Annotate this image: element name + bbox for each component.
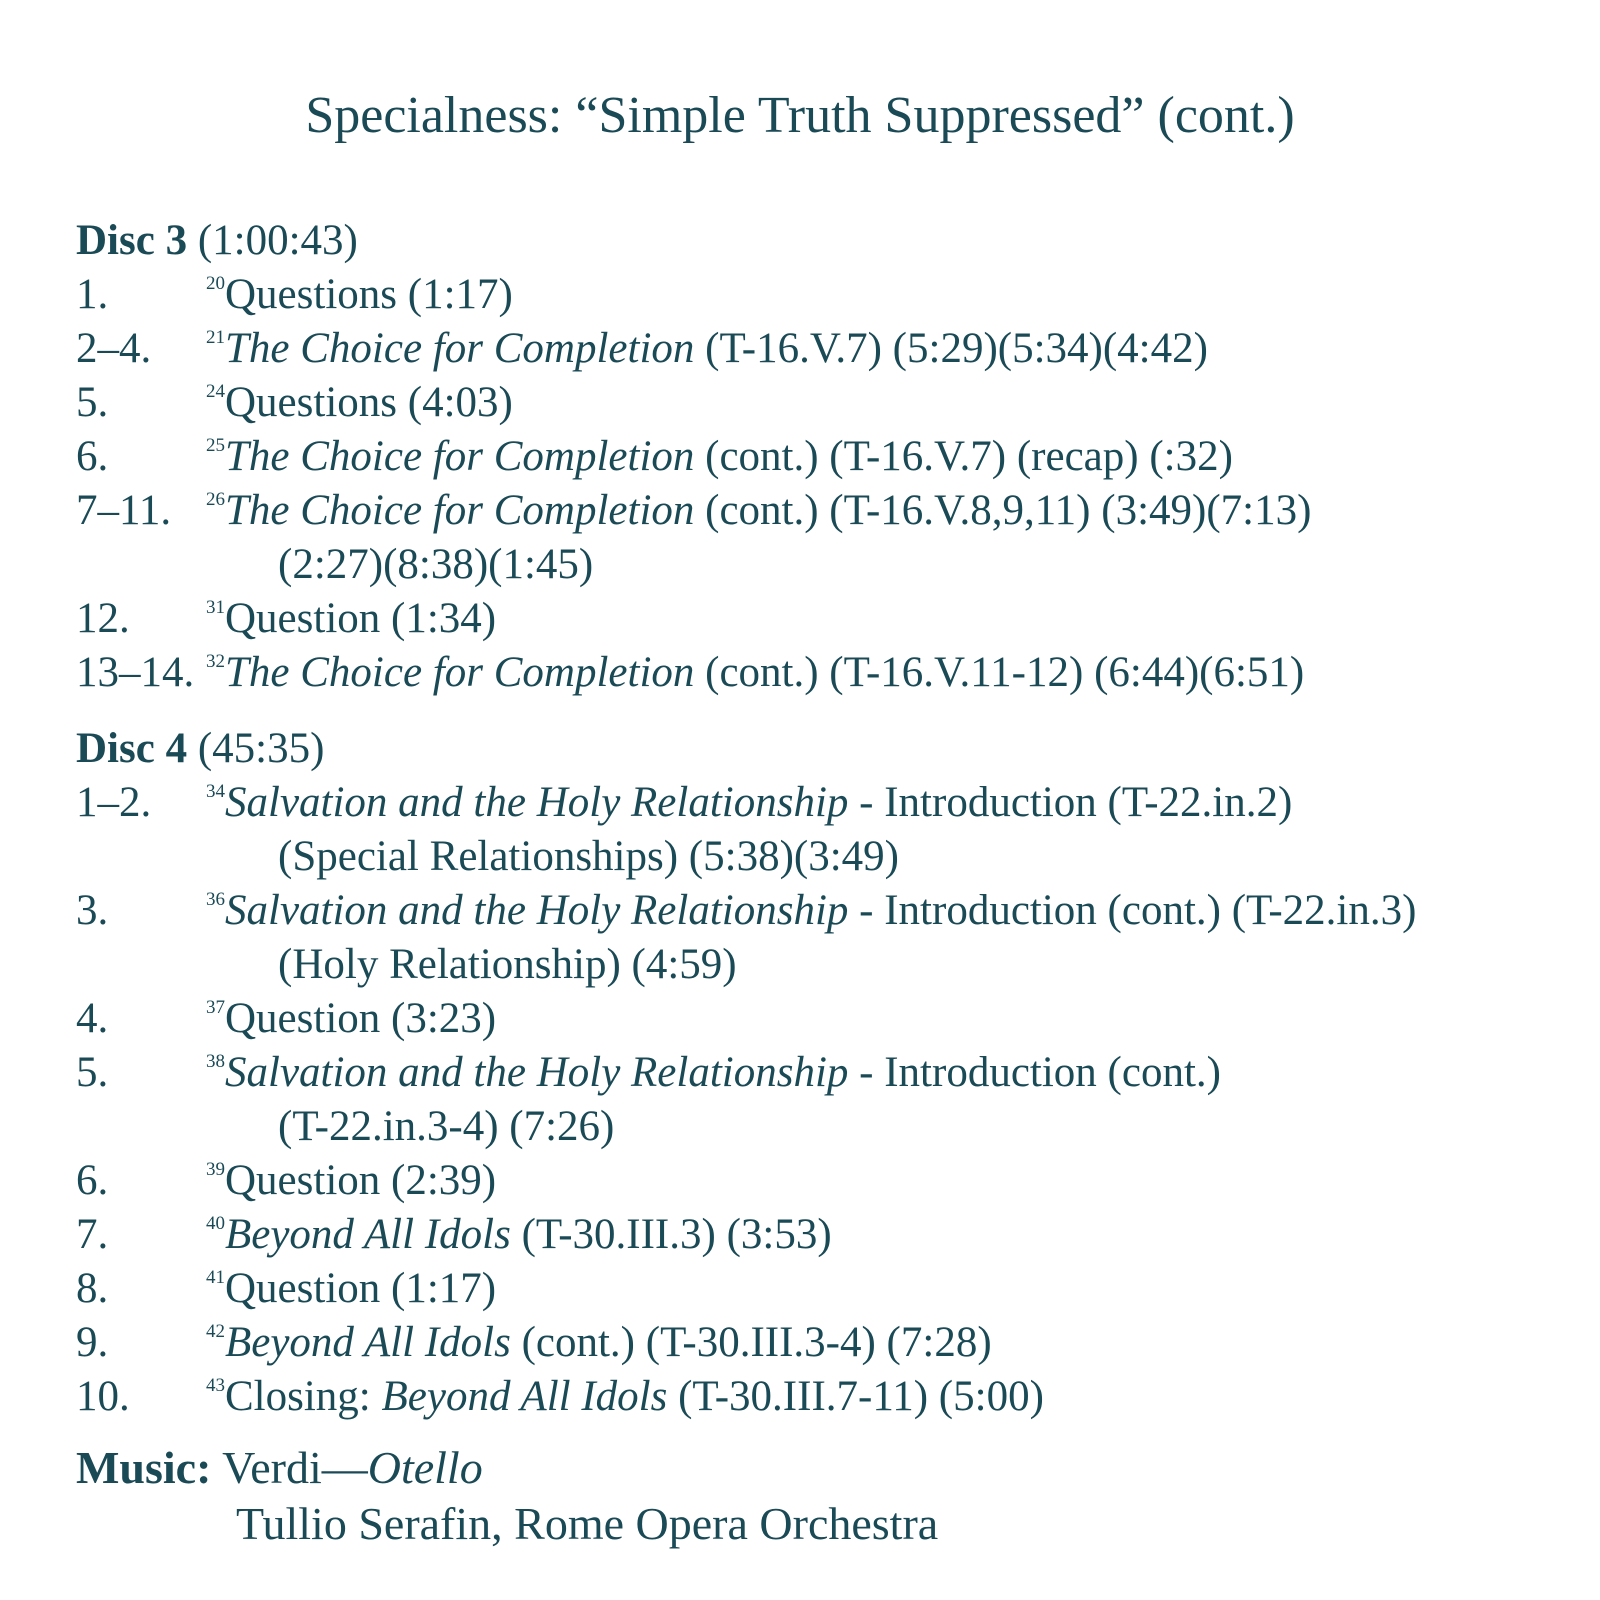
footnote-marker: 34 [206, 781, 225, 802]
track-row [76, 268, 513, 322]
track-title [206, 776, 1292, 830]
disc-4-duration: (45:35) [197, 725, 325, 772]
footnote-marker: 37 [206, 997, 225, 1018]
disc-3-track-list [76, 268, 1312, 700]
track-details: Question (2:39) [225, 1157, 497, 1204]
track-continuation: (2:27)(8:38)(1:45) [278, 541, 594, 588]
track-row [76, 1316, 992, 1370]
music-label: Music: [76, 1442, 212, 1493]
music-work: Otello [367, 1442, 483, 1493]
track-row [76, 1208, 832, 1262]
track-row [76, 592, 497, 646]
disc-4-label: Disc 4 [76, 725, 188, 772]
track-details: Question (1:17) [225, 1265, 497, 1312]
track-work-title: The Choice for Completion [225, 433, 695, 480]
track-work-title: Salvation and the Holy Relationship [225, 1049, 849, 1096]
track-number: 5. [76, 1049, 109, 1096]
track-title [206, 992, 496, 1046]
track-work-title: Salvation and the Holy Relationship [225, 779, 849, 826]
footnote-marker: 25 [206, 435, 225, 456]
footnote-marker: 43 [206, 1375, 225, 1396]
track-title [206, 430, 1233, 484]
track-work-title: Beyond All Idols [381, 1373, 668, 1420]
disc-4-heading [76, 722, 324, 776]
track-row [76, 322, 1208, 376]
track-row [76, 1370, 1044, 1424]
track-work-title: The Choice for Completion [225, 325, 695, 372]
footnote-marker: 21 [206, 327, 225, 348]
disc-3-duration: (1:00:43) [197, 217, 358, 264]
track-number: 8. [76, 1265, 109, 1312]
track-number: 7. [76, 1211, 109, 1258]
track-number: 2–4. [76, 325, 152, 372]
track-details: - Introduction (T-22.in.2) [848, 779, 1293, 826]
track-title [206, 1208, 832, 1262]
track-title [206, 322, 1208, 376]
track-details: Question (3:23) [225, 995, 497, 1042]
track-number: 4. [76, 995, 109, 1042]
track-work-title: The Choice for Completion [225, 487, 695, 534]
footnote-marker: 36 [206, 889, 225, 910]
track-details: (T-30.III.3) (3:53) [510, 1211, 832, 1258]
track-continuation: (T-22.in.3-4) (7:26) [278, 1103, 615, 1150]
track-work-title: Salvation and the Holy Relationship [225, 887, 849, 934]
track-number: 5. [76, 379, 109, 426]
track-row [76, 884, 1417, 992]
track-title [206, 376, 513, 430]
track-details: - Introduction (cont.) (T-22.in.3) [848, 887, 1417, 934]
track-row [76, 776, 1293, 884]
track-details: (T-16.V.7) (5:29)(5:34)(4:42) [694, 325, 1208, 372]
music-performers: Tullio Serafin, Rome Opera Orchestra [236, 1498, 939, 1549]
track-number: 3. [76, 887, 109, 934]
track-details: Question (1:34) [225, 595, 497, 642]
track-title [206, 592, 496, 646]
disc-3-section [76, 214, 1312, 700]
track-details: (cont.) (T-16.V.8,9,11) (3:49)(7:13) [694, 487, 1312, 534]
disc-3-label: Disc 3 [76, 217, 188, 264]
track-number: 6. [76, 1157, 109, 1204]
music-credit [76, 1440, 939, 1549]
disc-3-heading [76, 214, 358, 268]
track-title [206, 884, 1416, 938]
track-work-title: Beyond All Idols [225, 1211, 511, 1258]
track-row [76, 484, 1312, 592]
track-title [206, 646, 1304, 700]
track-details: - Introduction (cont.) [848, 1049, 1221, 1096]
track-number: 1. [76, 271, 109, 318]
footnote-marker: 42 [206, 1321, 225, 1342]
track-title [206, 484, 1311, 538]
track-continuation: (Holy Relationship) (4:59) [278, 941, 737, 988]
track-number: 10. [76, 1373, 130, 1420]
music-composer: Verdi— [222, 1442, 368, 1493]
track-details: (T-30.III.7-11) (5:00) [667, 1373, 1044, 1420]
track-details: Questions (4:03) [225, 379, 513, 426]
track-title [206, 1154, 496, 1208]
track-title [206, 268, 513, 322]
track-row [76, 376, 513, 430]
track-title [206, 1046, 1221, 1100]
footnote-marker: 41 [206, 1267, 225, 1288]
page-title: Specialness: “Simple Truth Suppressed” (cont.) [305, 87, 1295, 144]
footnote-marker: 31 [206, 597, 225, 618]
track-row [76, 1262, 497, 1316]
track-row [76, 646, 1305, 700]
disc-4-section [76, 722, 1417, 1424]
track-row [76, 430, 1233, 484]
footnote-marker: 38 [206, 1051, 225, 1072]
footnote-marker: 24 [206, 381, 225, 402]
footnote-marker: 26 [206, 489, 225, 510]
track-details: (cont.) (T-30.III.3-4) (7:28) [510, 1319, 992, 1366]
track-title [206, 1370, 1044, 1424]
track-title [206, 1262, 496, 1316]
track-row [76, 1046, 1221, 1154]
track-work-title: Beyond All Idols [225, 1319, 511, 1366]
footnote-marker: 39 [206, 1159, 225, 1180]
track-details: Questions (1:17) [225, 271, 513, 318]
track-details: (cont.) (T-16.V.7) (recap) (:32) [694, 433, 1233, 480]
track-details: (cont.) (T-16.V.11-12) (6:44)(6:51) [694, 649, 1305, 696]
track-title [206, 1316, 992, 1370]
track-prefix: Closing: [225, 1373, 382, 1420]
track-number: 6. [76, 433, 109, 480]
track-number: 1–2. [76, 779, 152, 826]
footnote-marker: 20 [206, 273, 225, 294]
footnote-marker: 40 [206, 1213, 225, 1234]
track-number: 7–11. [76, 487, 172, 534]
track-row [76, 992, 497, 1046]
track-number: 9. [76, 1319, 109, 1366]
disc-4-track-list [76, 776, 1417, 1424]
track-number: 12. [76, 595, 130, 642]
track-work-title: The Choice for Completion [225, 649, 695, 696]
track-row [76, 1154, 497, 1208]
track-number: 13–14. [76, 649, 195, 696]
footnote-marker: 32 [206, 651, 225, 672]
track-continuation: (Special Relationships) (5:38)(3:49) [278, 833, 899, 880]
